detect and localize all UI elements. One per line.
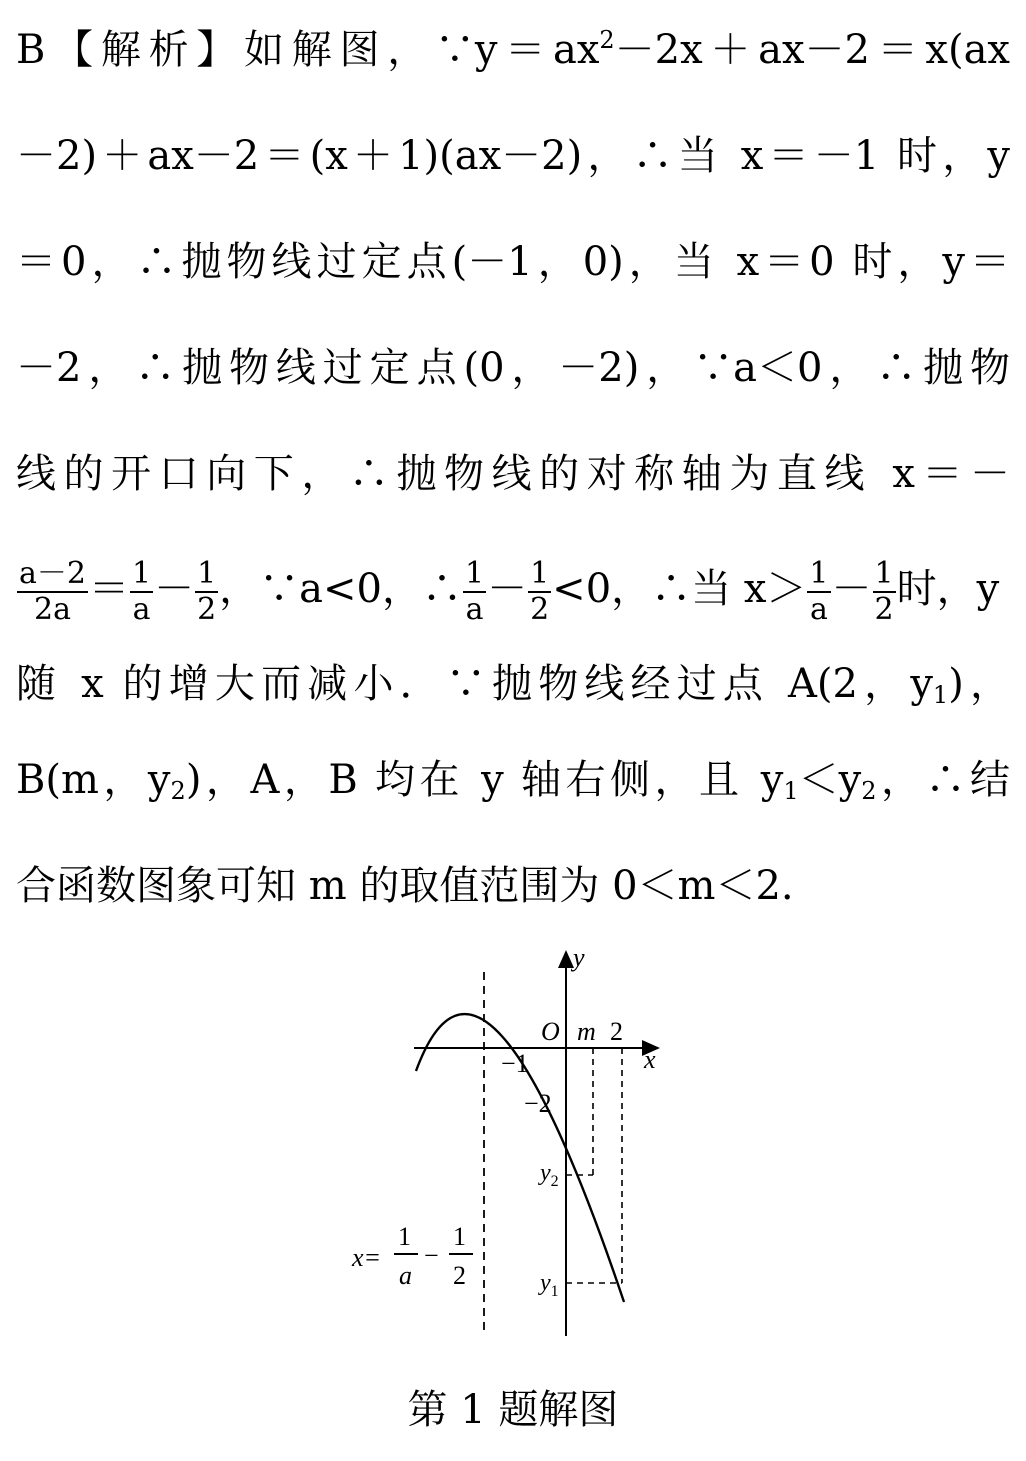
- solution-line-3: ＝0，∴抛物线过定点(－1，0)，当 x＝0 时，y＝: [16, 239, 1010, 285]
- fraction-1-over-a: $\frac{1}{a}$: [131, 556, 152, 627]
- svg-text:a: a: [399, 1261, 412, 1290]
- solution-line-6: $\frac{a-2}{2a}$ ＝ $\frac{1}{a}$ － $\frac{1}{2}$ ，∵a<0，∴ $\frac{1}{a}$ － $\frac{1}{2}$ <0，∴当 x＞ $\frac{1}{a}$ － $\frac{1}{2}$ 时，y: [19, 556, 1000, 627]
- solution-line-1: B【解析】如解图，$\because y=ax^2-2x+ax-2=x(ax$: [16, 26, 1010, 73]
- parabola-figure: [340, 940, 690, 1340]
- figure-caption: 第 1 题解图: [407, 1387, 619, 1433]
- neg-two-label: −2: [524, 1089, 552, 1118]
- svg-text:1: 1: [453, 1222, 466, 1251]
- svg-text:x=: x=: [352, 1243, 382, 1272]
- solution-line-9: 合函数图象可知 m 的取值范围为 0＜m＜2.: [16, 863, 794, 909]
- solution-line-5: 线的开口向下，∴抛物线的对称轴为直线 x＝－: [16, 451, 1010, 497]
- two-label: 2: [610, 1017, 623, 1046]
- y-axis-label: y: [573, 943, 585, 972]
- fraction-1-over-2: $\frac{1}{2}$: [530, 556, 550, 627]
- solution-line-8: B(m，$y_2$)，A，B 均在 y 轴右侧，且 $y_1<y_2$，∴结: [16, 757, 1011, 805]
- m-label: m: [577, 1017, 596, 1046]
- fraction-1-over-a: $\frac{1}{a}$: [809, 556, 829, 627]
- solution-line-2: －2)＋ax－2＝(x＋1)(ax－2)，∴当 x＝－1 时，y: [16, 133, 1010, 179]
- svg-text:1: 1: [398, 1222, 411, 1251]
- y2-label: $y_2$: [540, 1160, 559, 1190]
- svg-text:−: −: [424, 1241, 439, 1270]
- fraction-1-over-2: $\frac{1}{2}$: [197, 556, 217, 627]
- origin-label: O: [541, 1017, 560, 1046]
- fraction-1-over-2: $\frac{1}{2}$: [874, 556, 894, 627]
- fraction-a-minus-2-over-2a: $\frac{a-2}{2a}$: [19, 556, 86, 627]
- x-axis-label: x: [644, 1045, 656, 1074]
- solution-line-4: －2，∴抛物线过定点(0，－2)，∵a＜0，∴抛物: [16, 345, 1010, 391]
- neg-one-label: −1: [501, 1049, 529, 1078]
- fraction-1-over-a: $\frac{1}{a}$: [464, 556, 485, 627]
- svg-text:2: 2: [453, 1261, 466, 1290]
- y1-label: $y_1$: [540, 1270, 559, 1300]
- solution-line-7: 随 x 的增大而减小．∵抛物线经过点 A(2，$y_1$)，: [16, 661, 1010, 709]
- symmetry-axis-equation: [351, 1222, 473, 1290]
